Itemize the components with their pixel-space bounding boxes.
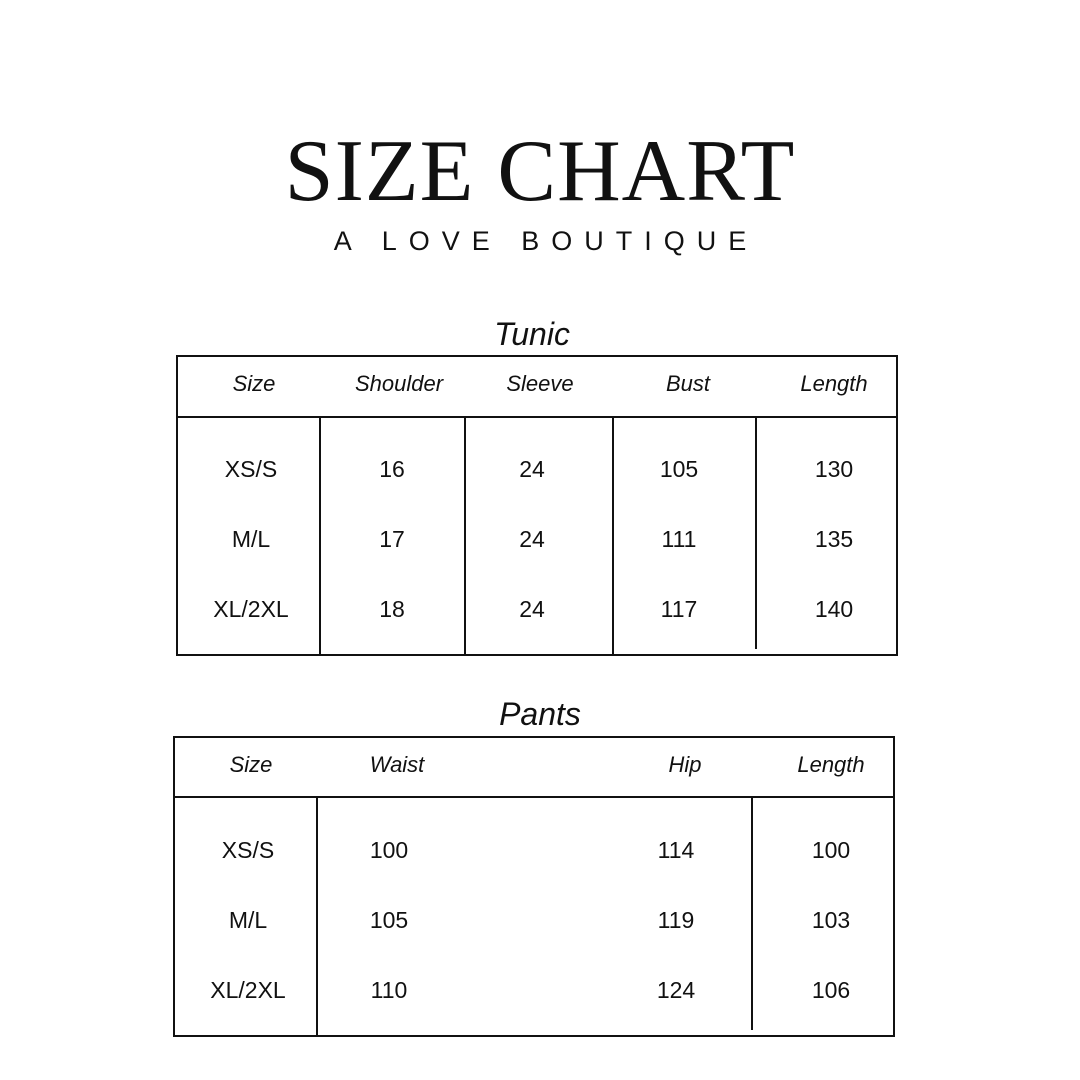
pants-cell-length: 100: [811, 837, 851, 863]
pants-title: Pants: [499, 696, 581, 732]
pants-cell-size: XS/S: [221, 837, 275, 863]
tunic-header-shoulder: Shoulder: [354, 371, 444, 396]
tunic-header-bust: Bust: [665, 371, 711, 396]
pants-col-divider: [316, 796, 318, 1037]
tunic-header-size: Size: [232, 371, 276, 396]
tunic-cell-length: 140: [814, 596, 854, 622]
tunic-cell-sleeve: 24: [519, 526, 545, 552]
pants-cell-length: 103: [811, 907, 851, 933]
tunic-header-length: Length: [800, 371, 868, 396]
tunic-cell-size: XL/2XL: [213, 596, 289, 622]
tunic-cell-shoulder: 18: [379, 596, 405, 622]
pants-header-waist: Waist: [369, 752, 425, 777]
tunic-cell-bust: 111: [661, 526, 697, 552]
pants-cell-hip: 119: [657, 907, 695, 933]
pants-cell-size: M/L: [228, 907, 268, 933]
pants-cell-waist: 105: [369, 907, 409, 933]
page-title: SIZE CHART: [284, 123, 796, 220]
pants-header-size: Size: [229, 752, 273, 777]
pants-col-divider: [751, 796, 753, 1030]
pants-cell-waist: 100: [369, 837, 409, 863]
tunic-cell-shoulder: 17: [379, 526, 405, 552]
pants-header-hip: Hip: [668, 752, 702, 777]
tunic-cell-sleeve: 24: [519, 596, 545, 622]
tunic-cell-bust: 117: [660, 596, 698, 622]
pants-header-length: Length: [797, 752, 865, 777]
pants-cell-hip: 114: [657, 837, 695, 863]
tunic-cell-length: 130: [814, 456, 854, 482]
tunic-header-sleeve: Sleeve: [506, 371, 574, 396]
pants-cell-length: 106: [811, 977, 851, 1003]
tunic-cell-length: 135: [814, 526, 854, 552]
tunic-cell-size: M/L: [231, 526, 271, 552]
pants-header-divider: [173, 796, 895, 798]
page-subtitle: A LOVE BOUTIQUE: [333, 226, 759, 256]
tunic-col-divider: [612, 416, 614, 656]
tunic-cell-size: XS/S: [224, 456, 278, 482]
tunic-cell-sleeve: 24: [519, 456, 545, 482]
tunic-cell-shoulder: 16: [379, 456, 405, 482]
pants-cell-size: XL/2XL: [210, 977, 286, 1003]
tunic-col-divider: [755, 416, 757, 649]
tunic-col-divider: [319, 416, 321, 656]
pants-cell-hip: 124: [656, 977, 696, 1003]
tunic-cell-bust: 105: [659, 456, 699, 482]
tunic-header-divider: [176, 416, 898, 418]
tunic-title: Tunic: [494, 316, 570, 352]
tunic-col-divider: [464, 416, 466, 656]
pants-cell-waist: 110: [370, 977, 408, 1003]
